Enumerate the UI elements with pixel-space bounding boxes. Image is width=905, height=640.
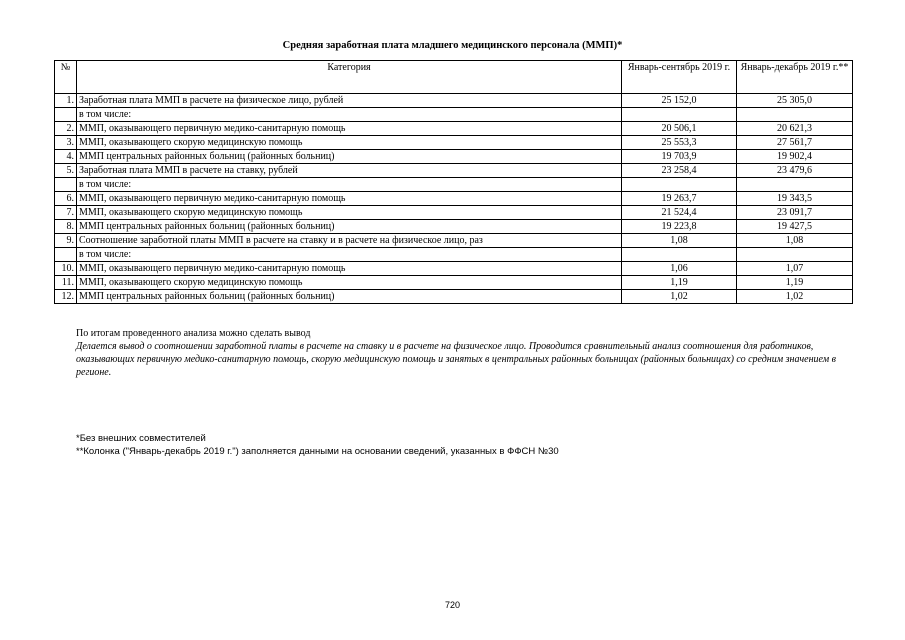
row-category: ММП, оказывающего скорую медицинскую помощь [77,276,622,290]
row-value-jan-dec: 19 343,5 [737,192,853,206]
table-row [55,164,853,178]
table-row [55,136,853,150]
table-row [55,192,853,206]
row-value-jan-sep [622,178,737,192]
row-category: ММП центральных районных больниц (районных больниц) [77,150,622,164]
row-value-jan-dec: 19 427,5 [737,220,853,234]
row-value-jan-dec [737,108,853,122]
table-row [55,220,853,234]
table-row [55,276,853,290]
row-category: ММП центральных районных больниц (районных больниц) [77,290,622,304]
row-category: ММП, оказывающего скорую медицинскую помощь [77,136,622,150]
row-value-jan-dec: 1,19 [737,276,853,290]
row-value-jan-sep: 1,06 [622,262,737,276]
salary-table [54,60,853,304]
footnotes [76,432,846,458]
row-number: 7. [55,206,77,220]
row-value-jan-dec [737,178,853,192]
row-value-jan-dec: 1,08 [737,234,853,248]
table-row [55,150,853,164]
row-number: 5. [55,164,77,178]
conclusion-body: Делается вывод о соотношении заработной платы в расчете на ставку и в расчете на физическое лицо. Проводится сравнительный анализ соотношения для работников, оказывающих первичную медико-санитарную помощь, скорую медицинскую помощь и занятых в центральных районных больницах (районных больницах) со средним значением в регионе. [76,341,836,378]
row-category: в том числе: [77,178,622,192]
row-value-jan-sep: 1,19 [622,276,737,290]
row-number: 8. [55,220,77,234]
table-row [55,94,853,108]
header-category: Категория [77,61,622,94]
row-category: ММП, оказывающего первичную медико-санитарную помощь [77,122,622,136]
table-row [55,178,853,192]
row-number: 12. [55,290,77,304]
row-category: ММП, оказывающего скорую медицинскую помощь [77,206,622,220]
row-category: в том числе: [77,248,622,262]
row-number: 3. [55,136,77,150]
page-title: Средняя заработная плата младшего медицинского персонала (ММП)* [282,40,623,51]
row-value-jan-sep: 25 152,0 [622,94,737,108]
row-number [55,108,77,122]
table-row [55,122,853,136]
row-value-jan-sep: 21 524,4 [622,206,737,220]
row-value-jan-sep [622,108,737,122]
row-value-jan-dec: 1,02 [737,290,853,304]
row-number [55,248,77,262]
footnote-external: *Без внешних совместителей [76,433,206,444]
table-row [55,248,853,262]
row-value-jan-sep: 25 553,3 [622,136,737,150]
row-value-jan-dec: 25 305,0 [737,94,853,108]
header-jan-dec: Январь-декабрь 2019 г.** [737,61,853,94]
row-value-jan-sep: 19 263,7 [622,192,737,206]
row-value-jan-dec: 20 621,3 [737,122,853,136]
conclusion-section [76,327,846,379]
row-category: ММП, оказывающего первичную медико-санитарную помощь [77,192,622,206]
row-value-jan-sep: 20 506,1 [622,122,737,136]
header-jan-sep: Январь-сентябрь 2019 г. [622,61,737,94]
row-number: 1. [55,94,77,108]
page-number: 720 [444,600,461,610]
footnote-column: **Колонка ("Январь-декабрь 2019 г.") заполняется данными на основании сведений, указанных в ФФСН №30 [76,446,559,457]
row-value-jan-sep: 19 223,8 [622,220,737,234]
row-number: 9. [55,234,77,248]
row-value-jan-sep: 1,08 [622,234,737,248]
row-value-jan-dec: 1,07 [737,262,853,276]
row-category: ММП центральных районных больниц (районных больниц) [77,220,622,234]
row-number [55,178,77,192]
row-category: Соотношение заработной платы ММП в расчете на ставку и в расчете на физическое лицо, раз [77,234,622,248]
row-value-jan-sep: 1,02 [622,290,737,304]
row-value-jan-dec: 23 091,7 [737,206,853,220]
row-category: в том числе: [77,108,622,122]
table-row [55,108,853,122]
table-row [55,290,853,304]
table-row [55,206,853,220]
row-value-jan-dec: 19 902,4 [737,150,853,164]
table-header-row [55,61,853,94]
row-number: 6. [55,192,77,206]
row-value-jan-sep: 19 703,9 [622,150,737,164]
row-category: Заработная плата ММП в расчете на ставку, рублей [77,164,622,178]
row-value-jan-dec: 23 479,6 [737,164,853,178]
table-body [55,94,853,304]
row-value-jan-dec [737,248,853,262]
row-number: 4. [55,150,77,164]
row-number: 2. [55,122,77,136]
row-value-jan-dec: 27 561,7 [737,136,853,150]
row-value-jan-sep: 23 258,4 [622,164,737,178]
row-number: 11. [55,276,77,290]
row-value-jan-sep [622,248,737,262]
header-number: № [55,61,77,94]
row-number: 10. [55,262,77,276]
row-category: ММП, оказывающего первичную медико-санитарную помощь [77,262,622,276]
conclusion-lead: По итогам проведенного анализа можно сделать вывод [76,328,311,339]
table-row [55,234,853,248]
table-row [55,262,853,276]
row-category: Заработная плата ММП в расчете на физическое лицо, рублей [77,94,622,108]
